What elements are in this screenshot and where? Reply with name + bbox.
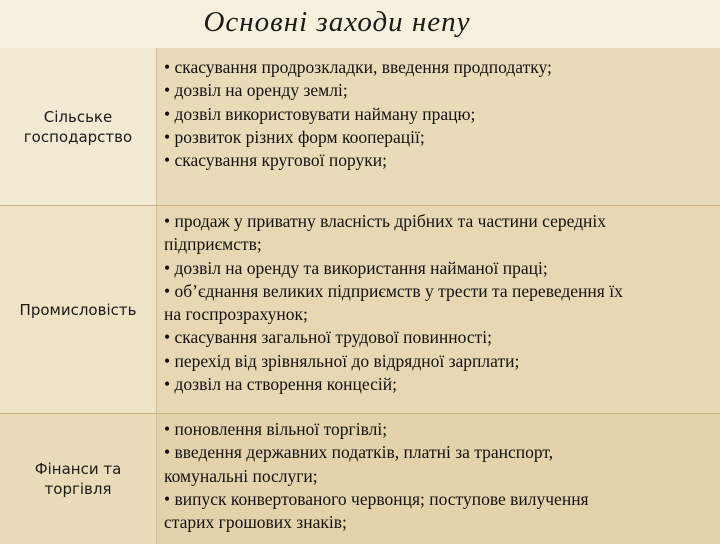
page-title: Основні заходи непу [203, 6, 471, 38]
measure-line: • скасування загальної трудової повинності; [164, 327, 492, 348]
measure-line: • розвиток різних форм кооперації; [164, 126, 425, 147]
table-row-finance-trade [0, 414, 720, 544]
sector-cell-industry: Промисловість [0, 206, 157, 413]
title-bar [0, 0, 720, 49]
measure-line: • випуск конвертованого червонця; поступове вилучення [164, 488, 589, 509]
measures-cell-industry [157, 206, 720, 413]
measure-line: • дозвіл на оренду та використання найманої праці; [164, 257, 548, 278]
measure-line: • продаж у приватну власність дрібних та частини середніх [164, 211, 607, 231]
measure-line: комунальні послуги; [164, 465, 318, 486]
table-row-industry [0, 206, 720, 414]
measure-line: на госпрозрахунок; [164, 304, 308, 325]
measure-line: підприємств; [164, 234, 262, 255]
table-row-agriculture [0, 48, 720, 206]
nep-measures-table [0, 48, 720, 540]
measure-line: • введення державних податків, платні за транспорт, [164, 442, 554, 463]
measure-line: • дозвіл на створення концесій; [164, 374, 397, 395]
sector-cell-agriculture: Сільське господарство [0, 48, 157, 205]
measure-line: • дозвіл використовувати найману працю; [164, 103, 476, 124]
measure-line: • дозвіл на оренду землі; [164, 80, 348, 101]
measure-line: старих грошових знаків; [164, 512, 347, 533]
sector-cell-finance-trade: Фінанси та торгівля [0, 414, 157, 544]
measures-cell-finance-trade [157, 414, 720, 544]
measure-line: • об’єднання великих підприємств у трести та переведення їх [164, 280, 623, 301]
measures-cell-agriculture [157, 48, 720, 205]
measure-line: • перехід від зрівняльної до відрядної зарплати; [164, 350, 520, 371]
measure-line: • скасування кругової поруки; [164, 150, 388, 171]
measure-line: • поновлення вільної торгівлі; [164, 419, 388, 439]
measure-line: • скасування продрозкладки, введення продподатку; [164, 57, 552, 77]
